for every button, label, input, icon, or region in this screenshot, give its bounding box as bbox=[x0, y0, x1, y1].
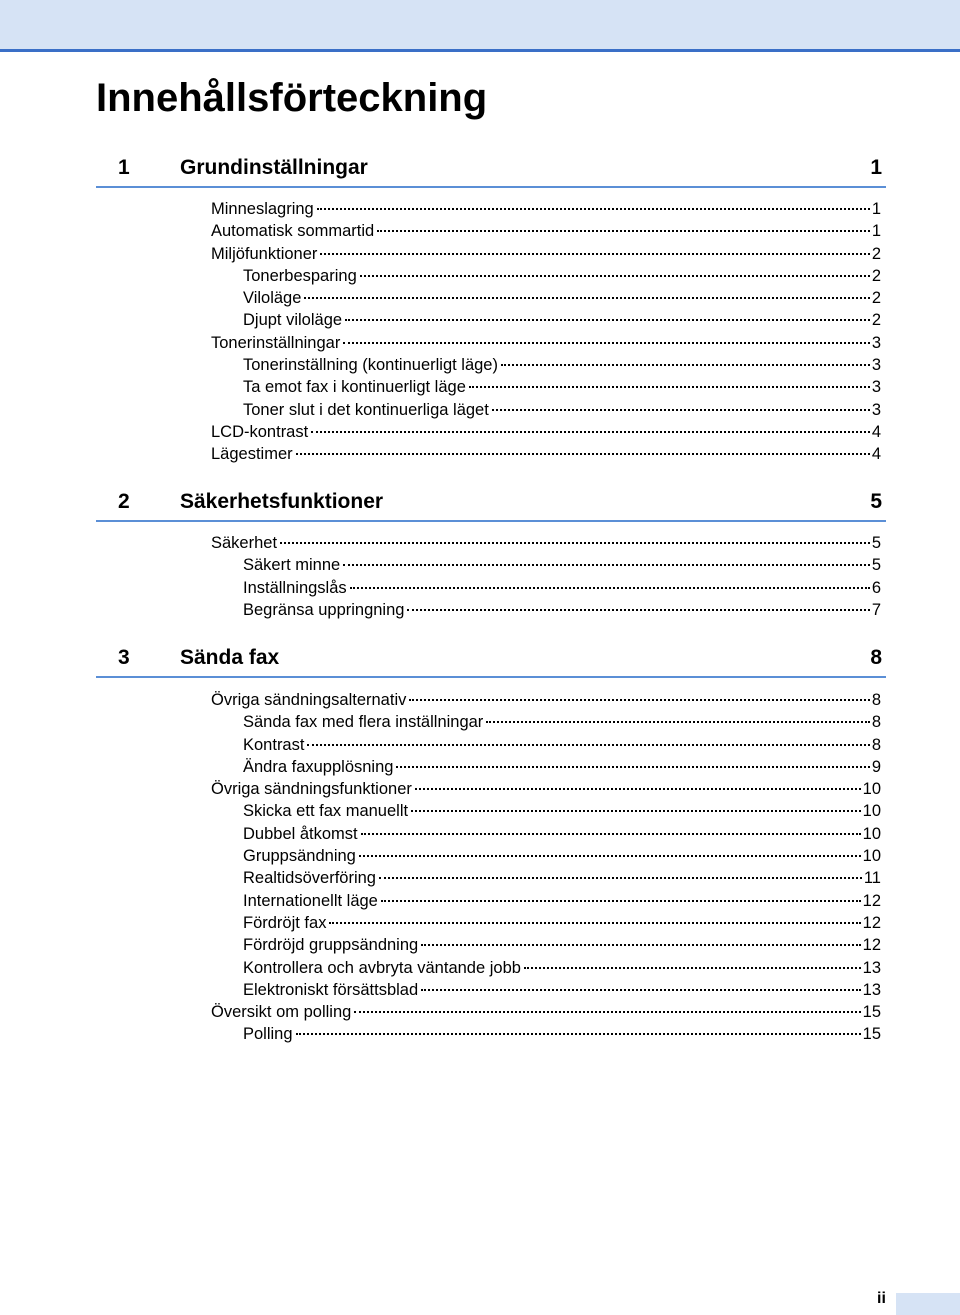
dot-leader bbox=[345, 319, 870, 321]
toc-entry-page: 3 bbox=[871, 333, 881, 352]
toc-entry-page: 15 bbox=[862, 1025, 881, 1044]
toc-entry-title: Fördröjt fax bbox=[243, 913, 327, 932]
chapter-number: 1 bbox=[118, 156, 130, 179]
chapter-heading[interactable] bbox=[96, 488, 886, 522]
toc-entry[interactable] bbox=[211, 198, 881, 220]
dot-leader bbox=[329, 922, 860, 924]
toc-entry-page: 11 bbox=[863, 869, 881, 888]
toc-entry[interactable] bbox=[211, 867, 881, 889]
toc-entry-page: 3 bbox=[871, 378, 881, 397]
toc-entry[interactable] bbox=[211, 756, 881, 778]
toc-entry-page: 12 bbox=[862, 891, 881, 910]
chapter-title: Säkerhetsfunktioner bbox=[180, 490, 384, 513]
toc-entry-title: Säkerhet bbox=[211, 534, 278, 552]
toc-entry-page: 3 bbox=[871, 400, 881, 419]
toc-entry[interactable] bbox=[211, 912, 881, 934]
dot-leader bbox=[361, 833, 861, 835]
dot-leader bbox=[350, 587, 870, 589]
toc-entry-title: Sända fax med flera inställningar bbox=[243, 713, 484, 732]
header-band bbox=[0, 0, 960, 52]
chapter-heading[interactable] bbox=[96, 154, 886, 188]
toc-entry[interactable] bbox=[211, 577, 881, 599]
toc-entry-title: Tonerinställningar bbox=[211, 333, 341, 352]
dot-leader bbox=[317, 208, 870, 210]
toc-entry-page: 1 bbox=[871, 222, 881, 241]
toc-entry-page: 1 bbox=[871, 200, 881, 218]
toc-entry[interactable] bbox=[211, 332, 881, 354]
toc-entry[interactable] bbox=[211, 845, 881, 867]
toc-entries bbox=[211, 689, 881, 1046]
toc-entry-page: 2 bbox=[871, 266, 881, 285]
toc-entries bbox=[211, 198, 881, 466]
toc-entry[interactable] bbox=[211, 823, 881, 845]
dot-leader bbox=[304, 297, 869, 299]
toc-entry[interactable] bbox=[211, 890, 881, 912]
toc-entry-page: 10 bbox=[862, 780, 881, 799]
toc-entry-page: 12 bbox=[862, 936, 881, 955]
toc-entry-title: Säkert minne bbox=[243, 556, 341, 575]
toc-entry[interactable] bbox=[211, 957, 881, 979]
toc-entry-title: Kontrast bbox=[243, 735, 305, 754]
toc-entry-title: Inställningslås bbox=[243, 578, 347, 597]
toc-entry-title: Dubbel åtkomst bbox=[243, 824, 358, 843]
toc-entry-title: Övriga sändningsfunktioner bbox=[211, 780, 412, 799]
toc-entry[interactable] bbox=[211, 599, 881, 621]
dot-leader bbox=[296, 1033, 861, 1035]
dot-leader bbox=[409, 699, 869, 701]
toc-entry-title: Miljöfunktioner bbox=[211, 244, 318, 263]
toc-entry[interactable] bbox=[211, 532, 881, 554]
dot-leader bbox=[492, 409, 870, 411]
toc-entry-title: Fördröjd gruppsändning bbox=[243, 936, 419, 955]
toc-entry-page: 5 bbox=[871, 534, 881, 552]
toc-entry-title: Elektroniskt försättsblad bbox=[243, 980, 419, 999]
chapter-number: 3 bbox=[118, 646, 130, 669]
toc-entry[interactable] bbox=[211, 220, 881, 242]
toc-entry[interactable] bbox=[211, 376, 881, 398]
toc-entry-page: 10 bbox=[862, 802, 881, 821]
dot-leader bbox=[360, 275, 870, 277]
chapter-page: 1 bbox=[870, 156, 882, 179]
dot-leader bbox=[411, 810, 861, 812]
toc-entry-page: 2 bbox=[871, 289, 881, 308]
toc-entry-page: 8 bbox=[871, 713, 881, 732]
toc-entry-title: Minneslagring bbox=[211, 200, 314, 218]
toc-entry-page: 13 bbox=[862, 958, 881, 977]
dot-leader bbox=[421, 944, 860, 946]
toc-entry-title: Gruppsändning bbox=[243, 847, 356, 866]
toc-entry[interactable] bbox=[211, 979, 881, 1001]
toc-entry-title: Ta emot fax i kontinuerligt läge bbox=[243, 378, 466, 397]
toc-entry-title: Ändra faxupplösning bbox=[243, 757, 394, 776]
toc-entry-page: 8 bbox=[871, 691, 881, 709]
toc-entry[interactable] bbox=[211, 309, 881, 331]
chapter-page: 8 bbox=[870, 646, 882, 669]
toc-entry[interactable] bbox=[211, 934, 881, 956]
toc-entry-title: Toner slut i det kontinuerliga läget bbox=[243, 400, 489, 419]
toc-entry-title: Begränsa uppringning bbox=[243, 600, 405, 619]
toc-entry[interactable] bbox=[211, 1001, 881, 1023]
toc-entry-page: 10 bbox=[862, 847, 881, 866]
toc-entry-page: 2 bbox=[871, 244, 881, 263]
toc-entry-title: Automatisk sommartid bbox=[211, 222, 375, 241]
dot-leader bbox=[377, 230, 870, 232]
dot-leader bbox=[524, 967, 861, 969]
chapter-page: 5 bbox=[870, 490, 882, 513]
dot-leader bbox=[379, 877, 862, 879]
toc-entry-page: 13 bbox=[862, 980, 881, 999]
toc-entry-page: 15 bbox=[862, 1003, 881, 1022]
dot-leader bbox=[501, 364, 870, 366]
toc-entry-title: Viloläge bbox=[243, 289, 302, 308]
dot-leader bbox=[280, 542, 870, 544]
toc-entry[interactable] bbox=[211, 734, 881, 756]
toc-entry-page: 8 bbox=[871, 735, 881, 754]
toc-entry-page: 2 bbox=[871, 311, 881, 330]
toc-entry-page: 4 bbox=[871, 445, 881, 464]
toc-entry-title: Tonerinställning (kontinuerligt läge) bbox=[243, 356, 498, 375]
toc-entry-page: 3 bbox=[871, 356, 881, 375]
dot-leader bbox=[343, 564, 870, 566]
dot-leader bbox=[421, 989, 860, 991]
toc-entry-page: 6 bbox=[871, 578, 881, 597]
page-number: ii bbox=[877, 1290, 886, 1307]
toc-entry[interactable] bbox=[211, 265, 881, 287]
chapter-title: Grundinställningar bbox=[180, 156, 368, 179]
toc-entries bbox=[211, 532, 881, 621]
toc-entry-title: Realtidsöverföring bbox=[243, 869, 376, 888]
toc-entry-page: 12 bbox=[862, 913, 881, 932]
dot-leader bbox=[486, 721, 870, 723]
toc-entry-page: 4 bbox=[871, 422, 881, 441]
toc-entry[interactable] bbox=[211, 287, 881, 309]
toc-entry-title: Skicka ett fax manuellt bbox=[243, 802, 409, 821]
chapter-heading[interactable] bbox=[96, 644, 886, 678]
toc-entry-title: Internationellt läge bbox=[243, 891, 378, 910]
footer-band bbox=[896, 1293, 960, 1315]
toc-entry-title: Djupt viloläge bbox=[243, 311, 343, 330]
toc-entry[interactable] bbox=[211, 1023, 881, 1045]
toc-entry[interactable] bbox=[211, 443, 881, 465]
toc-entry-title: Kontrollera och avbryta väntande jobb bbox=[243, 958, 521, 977]
toc-entry-title: Polling bbox=[243, 1025, 293, 1044]
dot-leader bbox=[343, 342, 869, 344]
toc-entry[interactable] bbox=[211, 421, 881, 443]
toc-entry-title: Tonerbesparing bbox=[243, 266, 357, 285]
dot-leader bbox=[396, 766, 869, 768]
toc-entry-title: Lägestimer bbox=[211, 445, 293, 464]
page-title: Innehållsförteckning bbox=[96, 76, 488, 120]
toc-entry[interactable] bbox=[211, 399, 881, 421]
dot-leader bbox=[307, 744, 869, 746]
toc-entry[interactable] bbox=[211, 778, 881, 800]
toc-entry-title: Övriga sändningsalternativ bbox=[211, 691, 407, 709]
toc-entry[interactable] bbox=[211, 689, 881, 711]
toc-entry[interactable] bbox=[211, 554, 881, 576]
toc-entry[interactable] bbox=[211, 800, 881, 822]
toc-entry[interactable] bbox=[211, 243, 881, 265]
dot-leader bbox=[320, 253, 869, 255]
toc-entry[interactable] bbox=[211, 711, 881, 733]
toc-entry-page: 10 bbox=[862, 824, 881, 843]
dot-leader bbox=[381, 900, 861, 902]
chapter-title: Sända fax bbox=[180, 646, 280, 669]
dot-leader bbox=[469, 386, 870, 388]
toc-entry-title: LCD-kontrast bbox=[211, 422, 309, 441]
toc-entry-page: 5 bbox=[871, 556, 881, 575]
dot-leader bbox=[415, 788, 861, 790]
dot-leader bbox=[296, 453, 870, 455]
dot-leader bbox=[407, 609, 869, 611]
dot-leader bbox=[359, 855, 861, 857]
toc-entry-title: Översikt om polling bbox=[211, 1003, 352, 1022]
toc-entry-page: 9 bbox=[871, 757, 881, 776]
dot-leader bbox=[354, 1011, 860, 1013]
toc-entry[interactable] bbox=[211, 354, 881, 376]
chapter-number: 2 bbox=[118, 490, 130, 513]
toc-entry-page: 7 bbox=[871, 600, 881, 619]
dot-leader bbox=[311, 431, 870, 433]
